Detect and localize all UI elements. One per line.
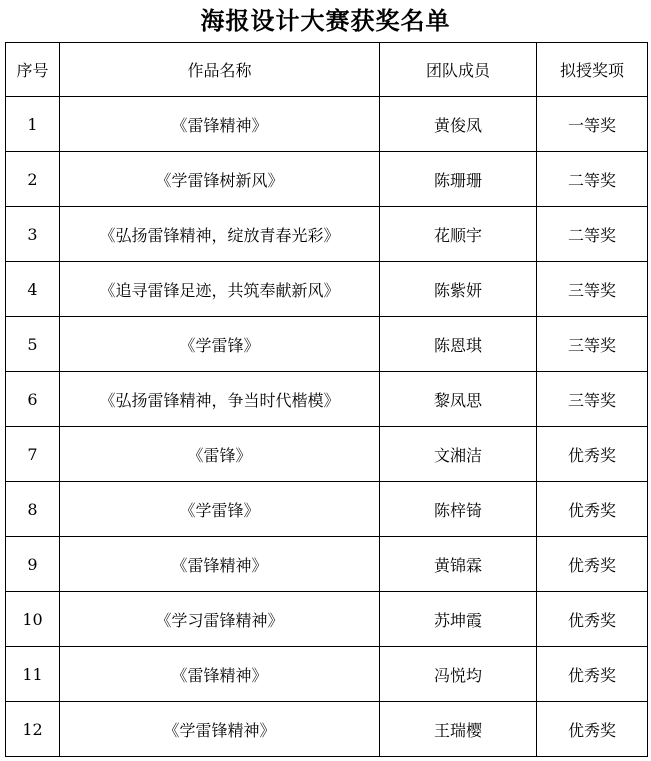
cell-work: 《学雷锋树新风》 xyxy=(60,152,380,207)
cell-number: 3 xyxy=(6,207,60,262)
cell-number: 7 xyxy=(6,427,60,482)
cell-award: 优秀奖 xyxy=(537,482,648,537)
cell-work: 《追寻雷锋足迹，共筑奉献新风》 xyxy=(60,262,380,317)
table-row xyxy=(6,97,648,152)
awards-table xyxy=(5,42,648,757)
table-row xyxy=(6,207,648,262)
cell-team: 苏坤霞 xyxy=(380,592,537,647)
cell-award: 三等奖 xyxy=(537,372,648,427)
cell-award: 优秀奖 xyxy=(537,537,648,592)
cell-work: 《学雷锋精神》 xyxy=(60,702,380,757)
table-row xyxy=(6,152,648,207)
cell-number: 6 xyxy=(6,372,60,427)
cell-team: 花顺宇 xyxy=(380,207,537,262)
cell-work: 《弘扬雷锋精神，绽放青春光彩》 xyxy=(60,207,380,262)
cell-work: 《雷锋精神》 xyxy=(60,647,380,702)
cell-team: 黎凤思 xyxy=(380,372,537,427)
cell-team: 陈紫妍 xyxy=(380,262,537,317)
table-row xyxy=(6,427,648,482)
cell-number: 1 xyxy=(6,97,60,152)
header-number: 序号 xyxy=(6,43,60,97)
cell-number: 12 xyxy=(6,702,60,757)
cell-number: 2 xyxy=(6,152,60,207)
cell-award: 三等奖 xyxy=(537,262,648,317)
cell-work: 《学雷锋》 xyxy=(60,317,380,372)
cell-team: 冯悦均 xyxy=(380,647,537,702)
cell-number: 11 xyxy=(6,647,60,702)
cell-award: 优秀奖 xyxy=(537,647,648,702)
cell-work: 《学习雷锋精神》 xyxy=(60,592,380,647)
cell-work: 《弘扬雷锋精神，争当时代楷模》 xyxy=(60,372,380,427)
cell-number: 5 xyxy=(6,317,60,372)
header-work: 作品名称 xyxy=(60,43,380,97)
cell-award: 优秀奖 xyxy=(537,592,648,647)
cell-team: 陈梓锜 xyxy=(380,482,537,537)
cell-award: 二等奖 xyxy=(537,152,648,207)
header-team: 团队成员 xyxy=(380,43,537,97)
cell-team: 文湘洁 xyxy=(380,427,537,482)
cell-team: 陈恩琪 xyxy=(380,317,537,372)
cell-award: 优秀奖 xyxy=(537,427,648,482)
cell-number: 10 xyxy=(6,592,60,647)
table-row xyxy=(6,372,648,427)
cell-number: 4 xyxy=(6,262,60,317)
cell-award: 二等奖 xyxy=(537,207,648,262)
table-row xyxy=(6,262,648,317)
cell-work: 《雷锋精神》 xyxy=(60,537,380,592)
cell-team: 黄俊凤 xyxy=(380,97,537,152)
cell-award: 优秀奖 xyxy=(537,702,648,757)
cell-team: 陈珊珊 xyxy=(380,152,537,207)
table-row xyxy=(6,647,648,702)
cell-award: 一等奖 xyxy=(537,97,648,152)
table-row xyxy=(6,592,648,647)
table-row xyxy=(6,537,648,592)
cell-number: 9 xyxy=(6,537,60,592)
table-row xyxy=(6,702,648,757)
cell-award: 三等奖 xyxy=(537,317,648,372)
cell-work: 《雷锋》 xyxy=(60,427,380,482)
cell-team: 黄锦霖 xyxy=(380,537,537,592)
cell-number: 8 xyxy=(6,482,60,537)
cell-work: 《学雷锋》 xyxy=(60,482,380,537)
cell-work: 《雷锋精神》 xyxy=(60,97,380,152)
cell-team: 王瑞樱 xyxy=(380,702,537,757)
header-award: 拟授奖项 xyxy=(537,43,648,97)
table-row xyxy=(6,317,648,372)
table-header-row xyxy=(6,43,648,97)
page-title: 海报设计大赛获奖名单 xyxy=(200,6,451,35)
table-row xyxy=(6,482,648,537)
